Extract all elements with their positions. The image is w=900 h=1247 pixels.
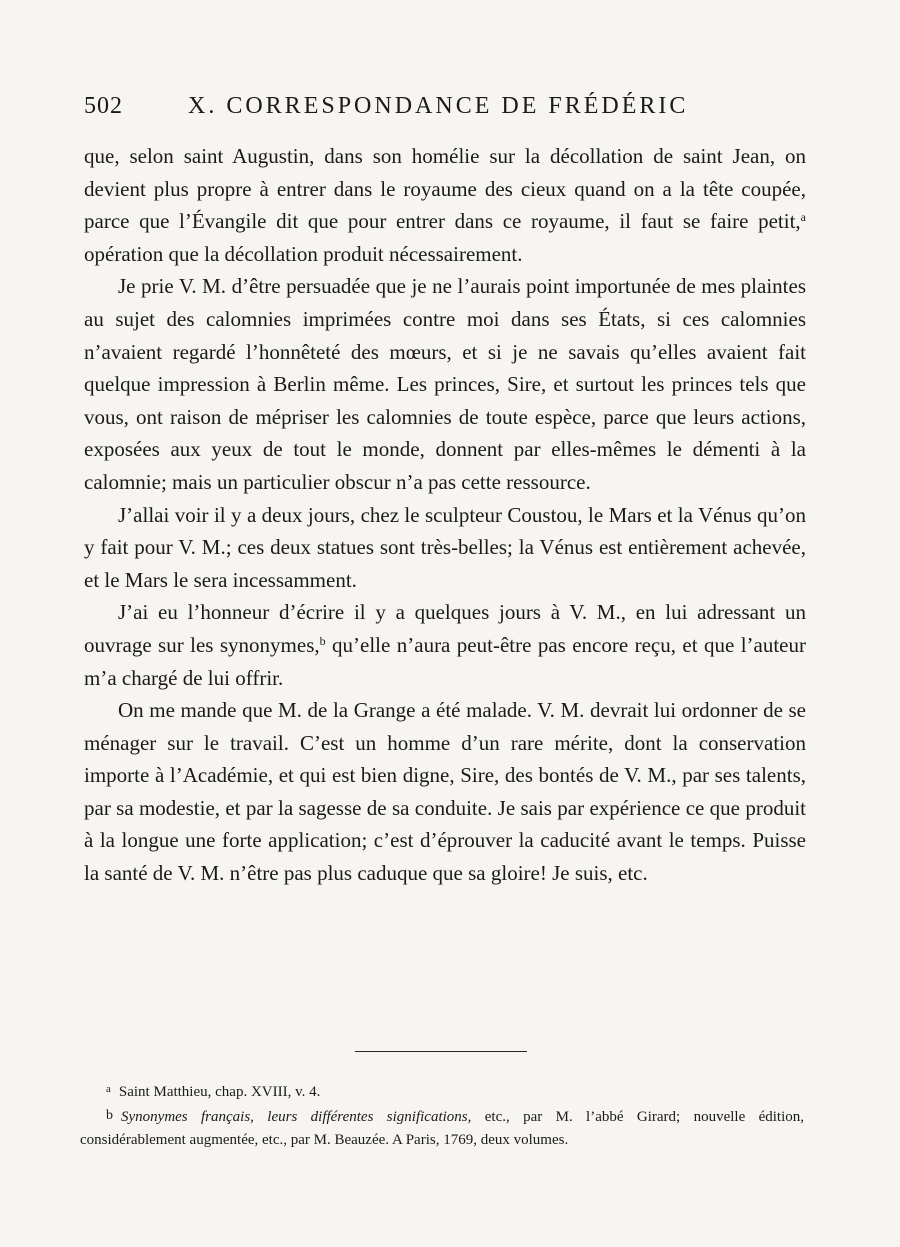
- paragraph-1-text: que, selon saint Augustin, dans son homélie sur la décollation de saint Jean, on devient plus propre à entrer dans le royaume des cieux quand on a la tête coupée, parce que l’Évangile dit que pour entrer dans ce royaume, il faut se faire petit,: [84, 144, 806, 234]
- footnote-b: [80, 1104, 804, 1152]
- paragraph-2: Je prie V. M. d’être persuadée que je ne l’aurais point importunée de mes plaintes au sujet des calomnies imprimées contre moi dans ses États, si ces calomnies n’avaient regardé l’honnêteté des mœurs, et si je ne savais qu’elles avaient fait quelque impression à Berlin même. Les princes, Sire, et surtout les princes tels que vous, ont raison de mépriser les calomnies de toute espèce, parce que leurs actions, exposées aux yeux de tout le monde, donnent par elles-mêmes le démenti à la calomnie; mais un particulier obscur n’a pas cette ressource.: [84, 274, 806, 494]
- footnote-a-text: Saint Matthieu, chap. XVIII, v. 4.: [118, 1084, 321, 1100]
- footnote-b-text: etc., par M. l’abbé Girard; nouvelle édition, considérablement augmentée, etc., par M. Beauzée. A Paris, 1769, deux volumes.: [80, 1109, 804, 1148]
- letter-body: [84, 140, 806, 890]
- paragraph-5: On me mande que M. de la Grange a été malade. V. M. devrait lui ordonner de se ménager sur le travail. C’est un homme d’un rare mérite, dont la conservation importe à l’Académie, et qui est bien digne, Sire, des bontés de V. M., par ses talents, par sa modestie, et par la sagesse de sa conduite. Je sais par expérience ce que produit à la longue une forte application; c’est d’éprouver la caducité avant le temps. Puisse la santé de V. M. n’être pas plus caduque que sa gloire! Je suis, etc.: [84, 698, 806, 886]
- footnote-b-title: Synonymes français, leurs différentes significations,: [121, 1109, 472, 1125]
- paragraph-4: [84, 596, 806, 694]
- footnote-separator: [355, 1051, 527, 1052]
- footnote-a: [80, 1078, 804, 1104]
- paragraph-4-text: J’ai eu l’honneur d’écrire il y a quelques jours à V. M., en lui adressant un ouvrage sur les synonymes,: [84, 600, 806, 657]
- paragraph-1-text-end: opération que la décollation produit nécessairement.: [84, 241, 523, 266]
- paragraph-4-text-end: qu’elle n’aura peut-être pas encore reçu, et que l’auteur m’a chargé de lui offrir.: [84, 632, 806, 690]
- footnote-a-mark: a: [106, 1083, 111, 1095]
- footnote-b-mark: b: [106, 1108, 113, 1123]
- footnote-ref-a[interactable]: a: [800, 210, 806, 225]
- page-number: 502: [84, 93, 123, 119]
- running-head: [84, 93, 804, 123]
- paragraph-3: J’allai voir il y a deux jours, chez le sculpteur Coustou, le Mars et la Vénus qu’on y fait pour V. M.; ces deux statues sont très-belles; la Vénus est entièrement achevée, et le Mars le sera incessamment.: [84, 502, 806, 592]
- running-title: X. CORRESPONDANCE DE FRÉDÉRIC: [188, 93, 689, 119]
- paragraph-1: [84, 140, 806, 270]
- footnote-ref-b[interactable]: b: [319, 633, 326, 648]
- footnotes: [80, 1078, 804, 1152]
